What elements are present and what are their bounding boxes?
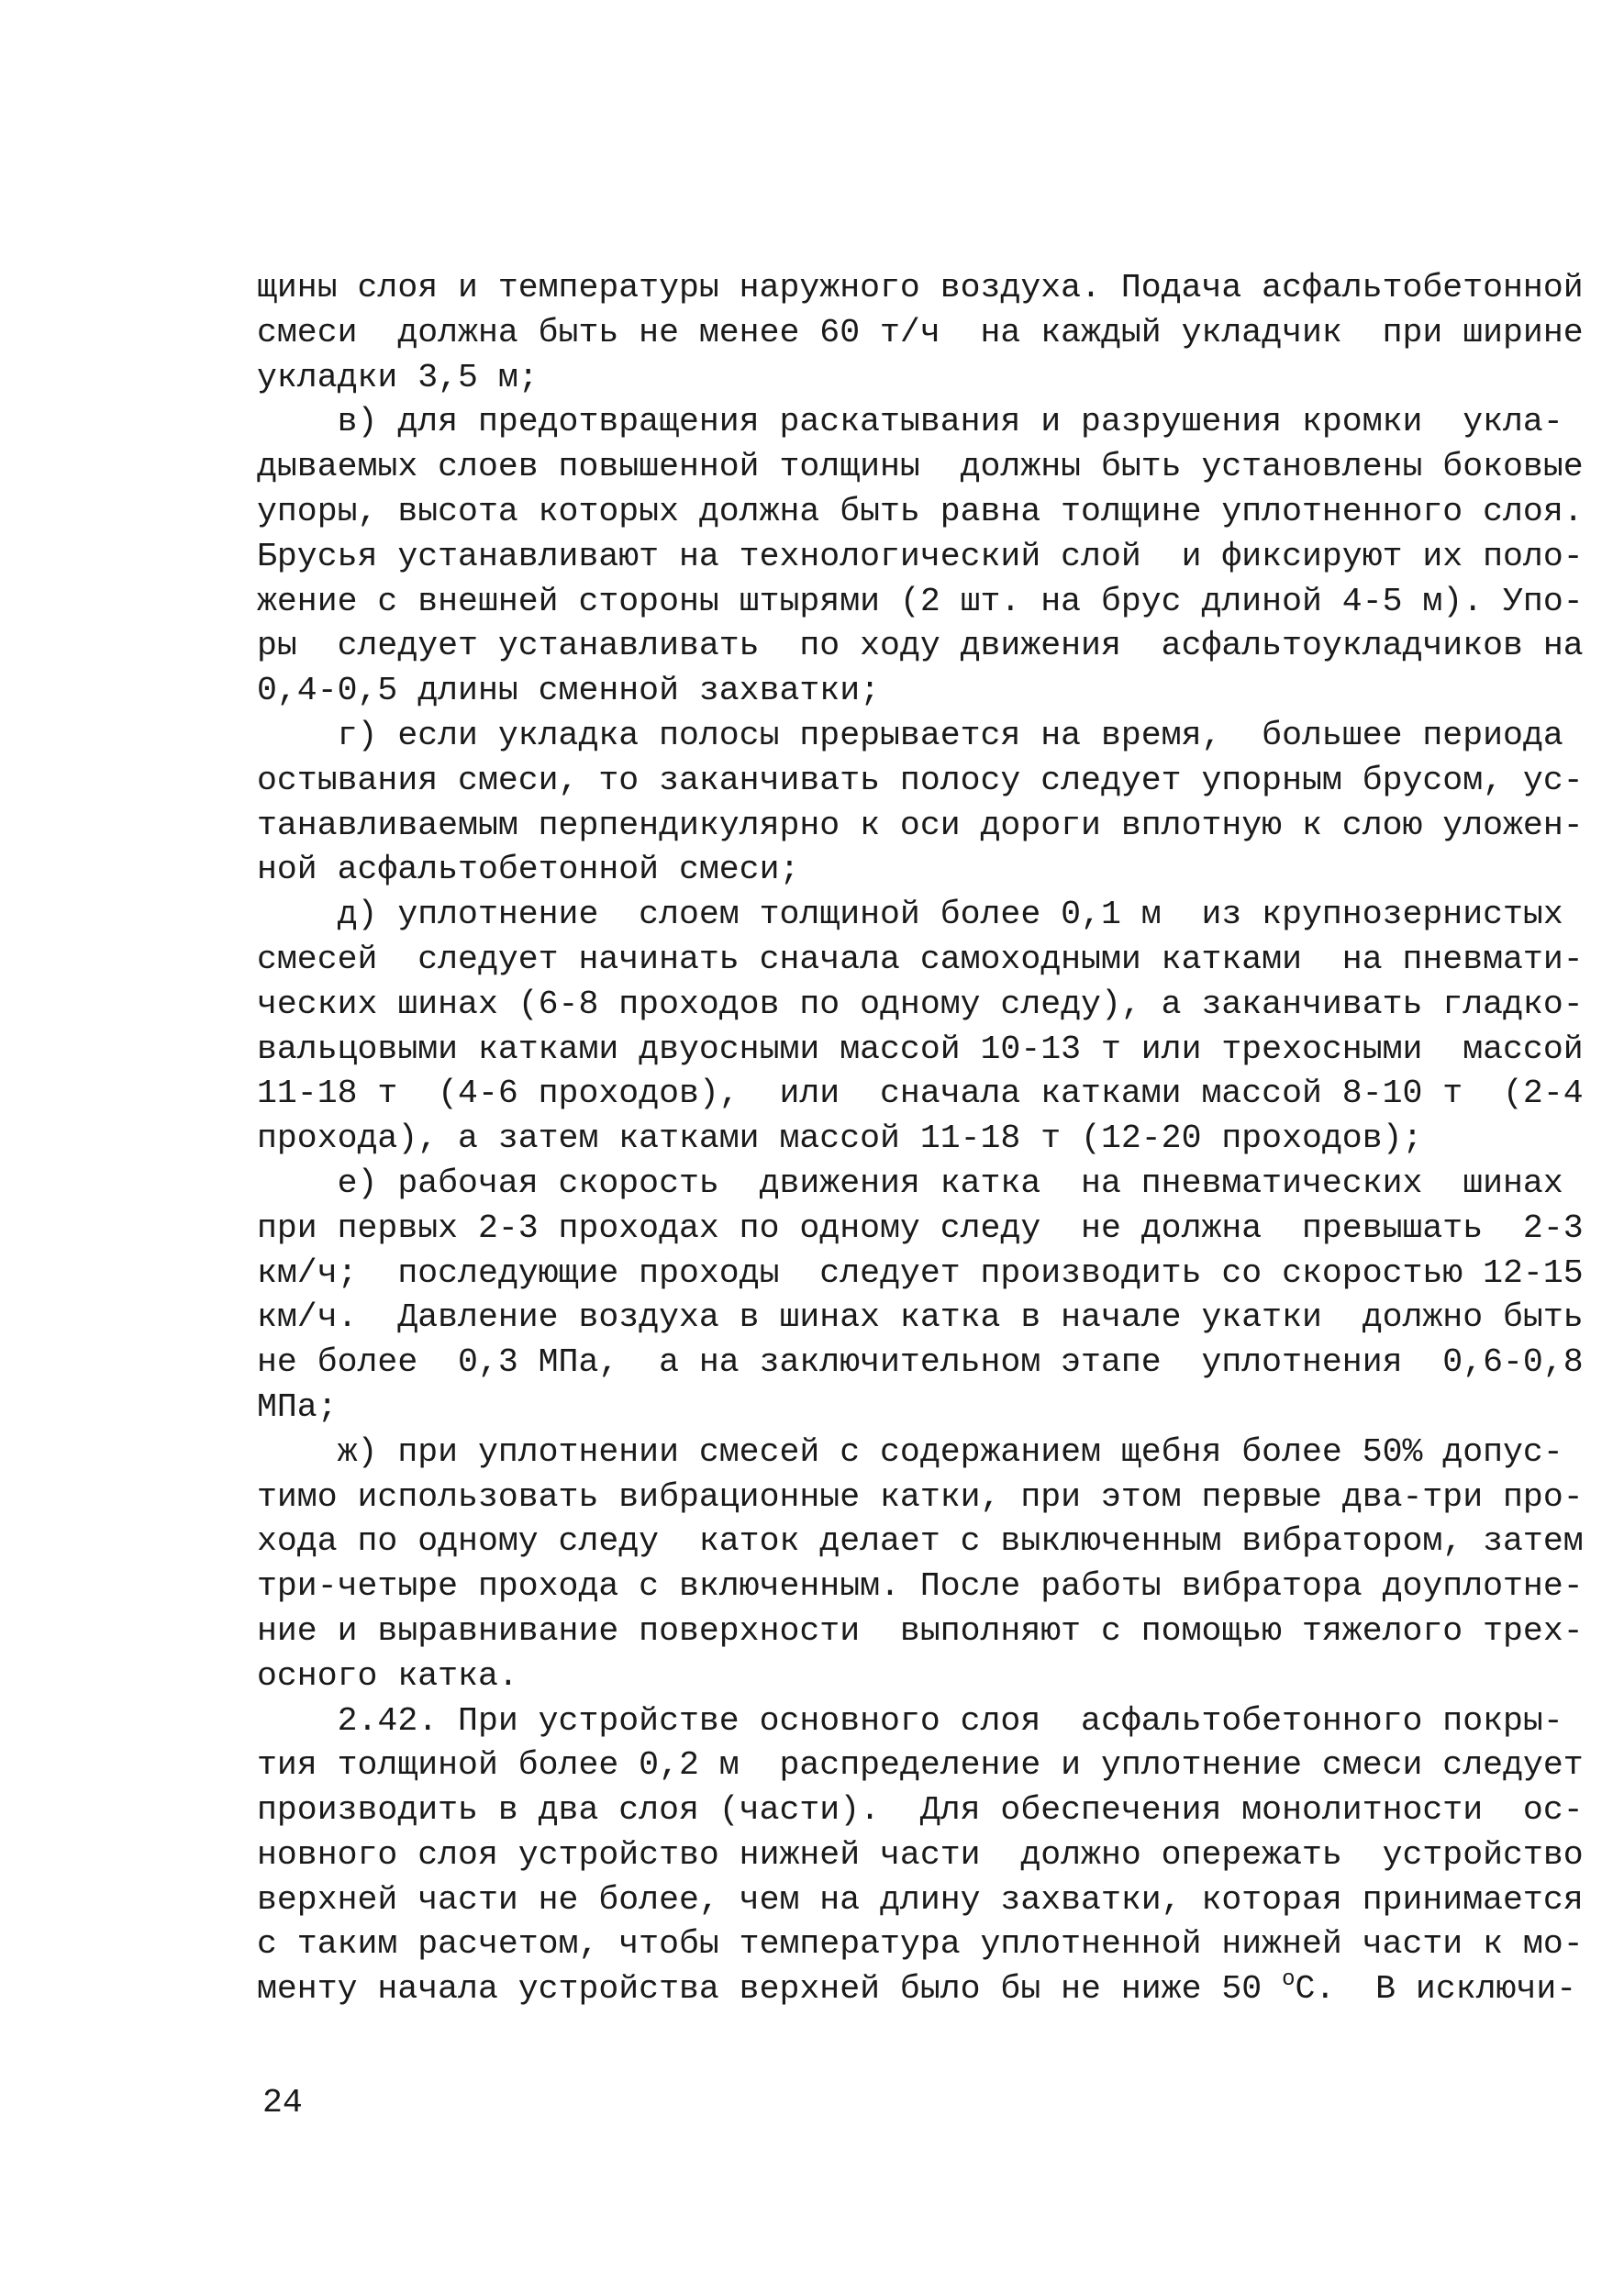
text-line: ческих шинах (6-8 проходов по одному следу), а заканчивать гладко- (257, 985, 1584, 1023)
text-line: дываемых слоев повышенной толщины должны быть установлены боковые (257, 448, 1584, 486)
text-line: осного катка. (257, 1656, 518, 1695)
text-line: производить в два слоя (части). Для обеспечения монолитности ос- (257, 1791, 1584, 1830)
text-line: ной асфальтобетонной смеси; (257, 851, 800, 889)
text-line: укладки 3,5 м; (257, 358, 539, 396)
text-line: прохода), а затем катками массой 11-18 т (12-20 проходов); (257, 1119, 1423, 1158)
text-line: не более 0,3 МПа, а на заключительном этапе уплотнения 0,6-0,8 (257, 1343, 1584, 1382)
body-text (257, 266, 1584, 2012)
text-line: д) уплотнение слоем толщиной более 0,1 м из крупнозернистых (257, 896, 1563, 934)
last-line-start: менту начала устройства верхней было бы не ниже 50 (257, 1970, 1283, 2009)
text-line: е) рабочая скорость движения катка на пневматических шинах (257, 1164, 1563, 1202)
text-line: км/ч. Давление воздуха в шинах катка в начале укатки должно быть (257, 1298, 1584, 1337)
degree-sign: o (1282, 1967, 1296, 1993)
text-line: км/ч; последующие проходы следует производить со скоростью 12-15 (257, 1253, 1584, 1292)
text-line: смесей следует начинать сначала самоходными катками на пневмати- (257, 940, 1584, 978)
last-line-end: С. В исключи- (1295, 1970, 1577, 2009)
page-number: 24 (262, 2084, 303, 2122)
text-line: Брусья устанавливают на технологический слой и фиксируют их поло- (257, 537, 1584, 575)
text-line: тия толщиной более 0,2 м распределение и уплотнение смеси следует (257, 1746, 1584, 1785)
text-line: танавливаемым перпендикулярно к оси дороги вплотную к слою уложен- (257, 806, 1584, 844)
text-line: г) если укладка полосы прерывается на время, большее периода (257, 716, 1563, 754)
text-line: в) для предотвращения раскатывания и разрушения кромки укла- (257, 403, 1563, 441)
text-line: остывания смеси, то заканчивать полосу следует упорным брусом, ус- (257, 761, 1584, 799)
text-line: при первых 2-3 проходах по одному следу не должна превышать 2-3 (257, 1208, 1584, 1247)
text-line: вальцовыми катками двуосными массой 10-13 т или трехосными массой (257, 1030, 1584, 1068)
text-line: хода по одному следу каток делает с выключенным вибратором, затем (257, 1522, 1584, 1561)
text-line: щины слоя и температуры наружного воздуха. Подача асфальтобетонной (257, 269, 1584, 306)
text-line: жение с внешней стороны штырями (2 шт. на брус длиной 4-5 м). Упо- (257, 582, 1584, 620)
text-line: с таким расчетом, чтобы температура уплотненной нижней части к мо- (257, 1925, 1584, 1964)
text-line: ние и выравнивание поверхности выполняют с помощью тяжелого трех- (257, 1611, 1584, 1650)
text-line: 2.42. При устройстве основного слоя асфальтобетонного покры- (257, 1701, 1563, 1740)
text-line: 11-18 т (4-6 проходов), или сначала катками массой 8-10 т (2-4 (257, 1075, 1584, 1113)
text-line: упоры, высота которых должна быть равна толщине уплотненного слоя. (257, 492, 1584, 530)
text-line: ры следует устанавливать по ходу движения асфальтоукладчиков на (257, 627, 1584, 665)
text-line: МПа; (257, 1387, 338, 1426)
text-line: 0,4-0,5 длины сменной захватки; (257, 672, 881, 710)
text-line: верхней части не более, чем на длину захватки, которая принимается (257, 1880, 1584, 1919)
text-line: тимо использовать вибрационные катки, при этом первые два-три про- (257, 1477, 1584, 1516)
text-line: три-четыре прохода с включенным. После работы вибратора доуплотне- (257, 1567, 1584, 1606)
text-line: ж) при уплотнении смесей с содержанием щебня более 50% допус- (257, 1432, 1563, 1471)
text-line-last (257, 1967, 1577, 2012)
text-line: новного слоя устройство нижней части должно опережать устройство (257, 1835, 1584, 1874)
text-line: смеси должна быть не менее 60 т/ч на каждый укладчик при ширине (257, 313, 1584, 351)
